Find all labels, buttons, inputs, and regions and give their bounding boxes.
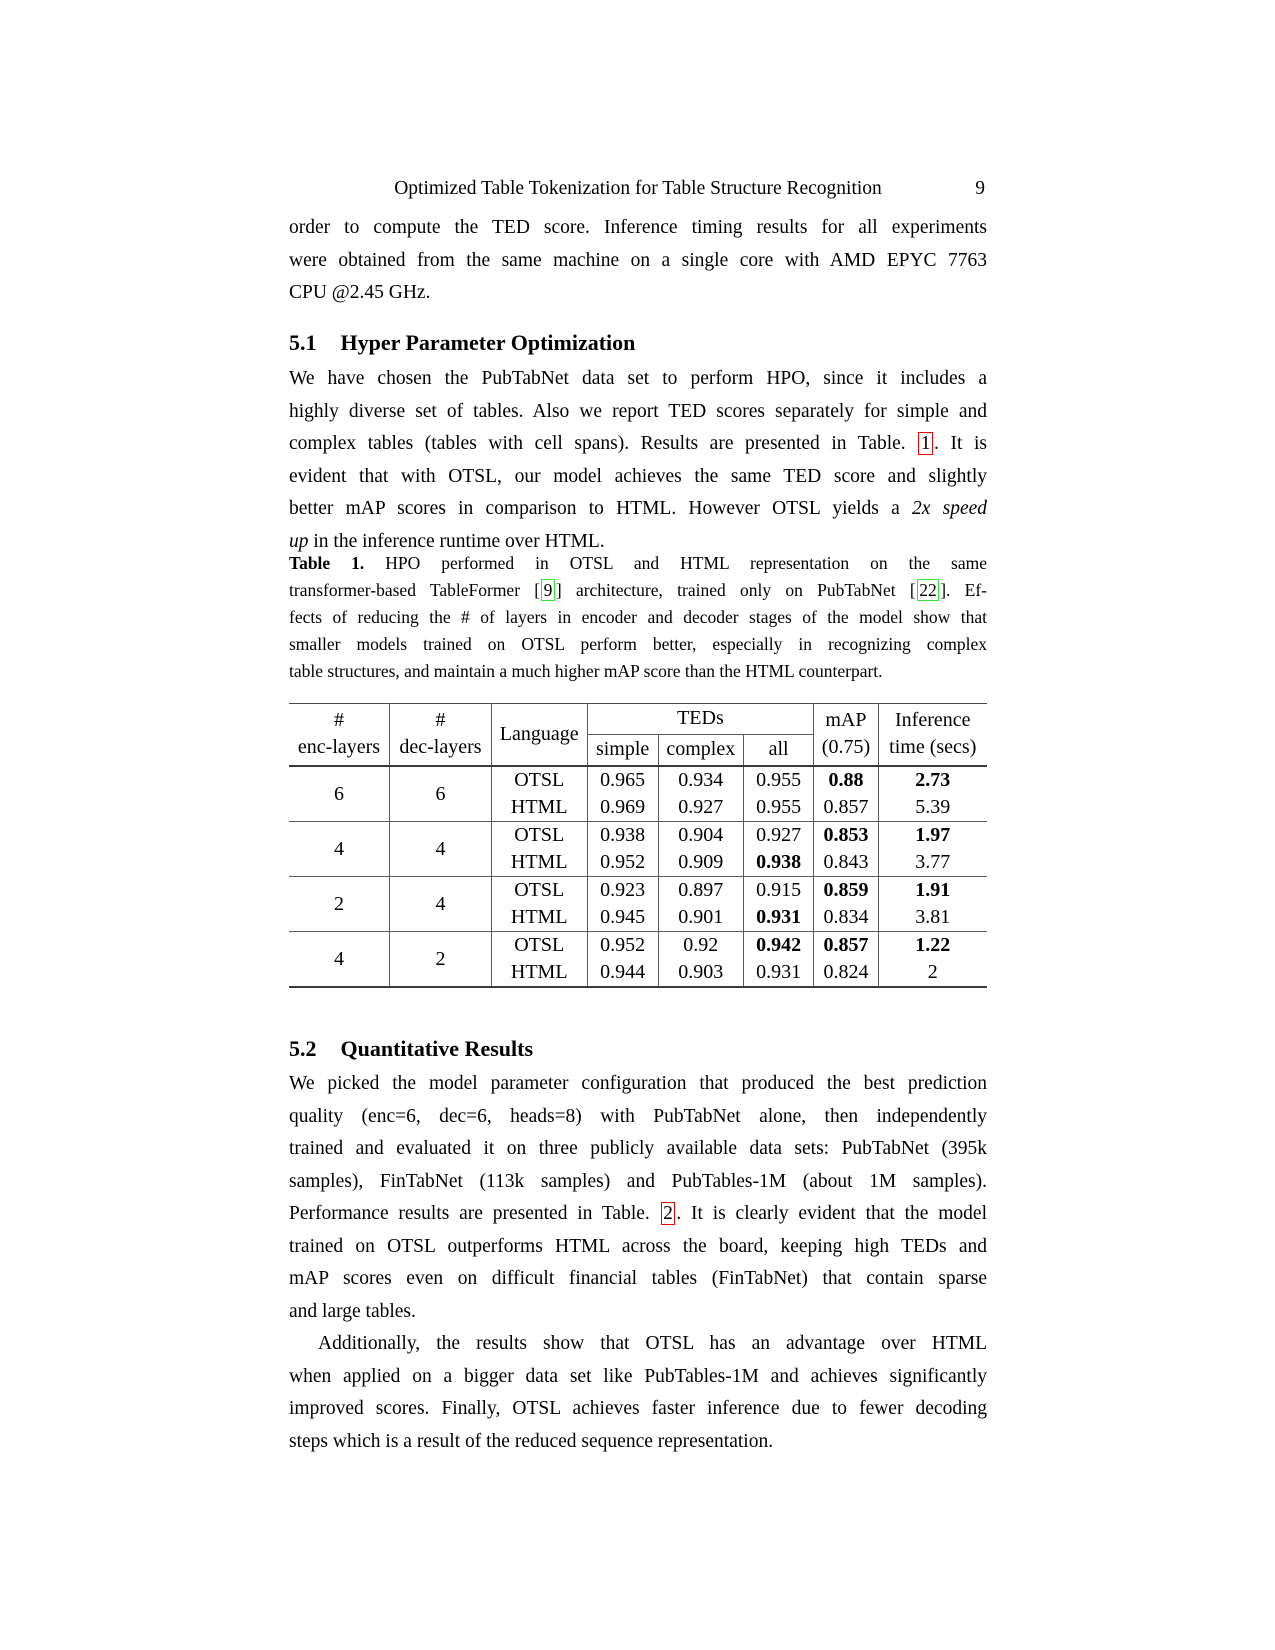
cell-value: 3.81 xyxy=(878,904,987,932)
text-line xyxy=(289,1426,987,1459)
text-line xyxy=(289,1328,987,1361)
text-line xyxy=(289,1068,987,1101)
cell-language: HTML xyxy=(491,904,587,932)
text-segment: Table 1. xyxy=(289,553,365,573)
text-line xyxy=(289,1133,987,1166)
cell-dec-layers: 6 xyxy=(390,766,492,822)
citation-link[interactable]: 9 xyxy=(541,579,555,601)
section-title: Hyper Parameter Optimization xyxy=(340,330,636,355)
text-segment: complex tables (tables with cell spans). Results are presented in Table. xyxy=(289,433,918,454)
cell-value: 0.909 xyxy=(658,849,743,877)
cell-value: 0.934 xyxy=(658,766,743,794)
text-segment: ] architecture, trained only on PubTabNet [ xyxy=(555,580,916,600)
cell-value: 0.859 xyxy=(814,877,878,905)
cell-value: 0.927 xyxy=(743,822,813,850)
col-header-language: Language xyxy=(491,704,587,767)
cell-value: 0.857 xyxy=(814,932,878,960)
text-line xyxy=(289,396,987,429)
cell-value: 0.897 xyxy=(658,877,743,905)
results-table xyxy=(289,703,987,988)
text-segment: order to compute the TED score. Inference timing results for all experiments xyxy=(289,217,987,238)
text-line xyxy=(289,1198,987,1231)
col-header-all: all xyxy=(743,735,813,767)
table-row xyxy=(289,877,987,905)
cell-enc-layers: 4 xyxy=(334,837,344,860)
cell-dec-layers: 4 xyxy=(390,877,492,932)
cell-language: HTML xyxy=(491,959,587,987)
text-line xyxy=(289,1393,987,1426)
cell-enc-layers: 4 xyxy=(334,947,344,970)
text-segment: when applied on a bigger data set like PubTables-1M and achieves significantly xyxy=(289,1365,987,1387)
cell-value: 0.969 xyxy=(587,794,658,822)
text-segment: up xyxy=(289,530,309,552)
text-line xyxy=(289,658,987,685)
text-line xyxy=(289,1101,987,1134)
col-header-dec-layers: # dec-layers xyxy=(390,704,492,767)
cell-value: 1.91 xyxy=(878,877,987,905)
col-header-simple: simple xyxy=(587,735,658,767)
cell-language: HTML xyxy=(491,849,587,877)
cell-value: 0.965 xyxy=(587,766,658,794)
table-ref-link[interactable]: 1 xyxy=(918,432,933,455)
paragraph-5-2-b xyxy=(289,1328,987,1458)
text-line xyxy=(289,604,987,631)
text-segment: . It is xyxy=(934,433,987,454)
running-head xyxy=(289,178,987,204)
col-header-inference: Inference time (secs) xyxy=(878,704,987,767)
table1-caption xyxy=(289,550,987,685)
cell-dec-layers: 2 xyxy=(390,932,492,988)
cell-value: 0.931 xyxy=(743,959,813,987)
text-segment: and large tables. xyxy=(289,1300,416,1322)
table-row xyxy=(289,822,987,850)
col-header-teds: TEDs xyxy=(587,704,814,735)
text-segment: samples), FinTabNet (113k samples) and PubTables-1M (about 1M samples). xyxy=(289,1170,987,1192)
section-heading-5-2 xyxy=(289,1036,987,1062)
cell-value: 0.927 xyxy=(658,794,743,822)
text-segment: Performance results are presented in Table. xyxy=(289,1203,660,1224)
cell-enc-layers: 6 xyxy=(334,782,344,805)
cell-value: 2.73 xyxy=(878,766,987,794)
text-segment: ]. Ef- xyxy=(940,580,987,600)
table-group xyxy=(289,932,987,988)
cell-value: 0.952 xyxy=(587,932,658,960)
cell-language: HTML xyxy=(491,794,587,822)
text-line xyxy=(289,1296,987,1329)
intro-paragraph xyxy=(289,212,987,310)
cell-value: 0.938 xyxy=(587,822,658,850)
table-ref-link[interactable]: 2 xyxy=(661,1202,676,1225)
cell-value: 0.952 xyxy=(587,849,658,877)
text-segment: mAP scores even on difficult financial tables (FinTabNet) that contain sparse xyxy=(289,1268,987,1289)
cell-value: 0.853 xyxy=(814,822,878,850)
cell-value: 0.904 xyxy=(658,822,743,850)
cell-value: 0.901 xyxy=(658,904,743,932)
cell-value: 0.923 xyxy=(587,877,658,905)
section-title: Quantitative Results xyxy=(340,1036,533,1061)
cell-value: 1.22 xyxy=(878,932,987,960)
page-number: 9 xyxy=(975,178,985,199)
text-segment: highly diverse set of tables. Also we report TED scores separately for simple and xyxy=(289,400,987,422)
cell-language: OTSL xyxy=(491,877,587,905)
text-line xyxy=(289,1166,987,1199)
text-segment: fects of reducing the # of layers in encoder and decoder stages of the model show that xyxy=(289,607,987,627)
text-line xyxy=(289,363,987,396)
table-row xyxy=(289,766,987,794)
text-segment: 2x speed xyxy=(911,498,987,519)
text-line xyxy=(289,1361,987,1394)
text-segment: CPU @2.45 GHz. xyxy=(289,282,431,303)
cell-value: 0.942 xyxy=(743,932,813,960)
text-segment: trained on OTSL outperforms HTML across the board, keeping high TEDs and xyxy=(289,1235,987,1257)
text-segment: We picked the model parameter configuration that produced the best prediction xyxy=(289,1073,987,1094)
text-segment: better mAP scores in comparison to HTML. However OTSL yields a xyxy=(289,498,912,519)
text-line xyxy=(289,550,987,577)
cell-value: 0.843 xyxy=(814,849,878,877)
cell-value: 0.931 xyxy=(743,904,813,932)
cell-language: OTSL xyxy=(491,932,587,960)
section-number: 5.1 xyxy=(289,330,317,355)
cell-value: 0.903 xyxy=(658,959,743,987)
cell-value: 0.834 xyxy=(814,904,878,932)
col-header-complex: complex xyxy=(658,735,743,767)
text-segment: steps which is a result of the reduced sequence representation. xyxy=(289,1430,774,1452)
cell-value: 0.915 xyxy=(743,877,813,905)
table-row xyxy=(289,932,987,960)
cell-value: 0.944 xyxy=(587,959,658,987)
text-line xyxy=(289,277,987,310)
text-segment: evident that with OTSL, our model achieves the same TED score and slightly xyxy=(289,465,987,487)
cell-value: 0.88 xyxy=(814,766,878,794)
text-segment: transformer-based TableFormer [ xyxy=(289,580,541,600)
cell-value: 5.39 xyxy=(878,794,987,822)
text-segment: . It is clearly evident that the model xyxy=(676,1203,987,1224)
cell-value: 0.857 xyxy=(814,794,878,822)
text-segment: trained and evaluated it on three publicly available data sets: PubTabNet (395k xyxy=(289,1138,987,1159)
cell-value: 0.938 xyxy=(743,849,813,877)
text-segment: table structures, and maintain a much higher mAP score than the HTML counterpart. xyxy=(289,661,883,681)
section-heading-5-1 xyxy=(289,330,987,356)
paragraph-5-2-a xyxy=(289,1068,987,1328)
text-segment: smaller models trained on OTSL perform better, especially in recognizing complex xyxy=(289,634,987,654)
cell-value: 0.955 xyxy=(743,794,813,822)
text-segment: quality (enc=6, dec=6, heads=8) with PubTabNet alone, then independently xyxy=(289,1105,987,1127)
text-segment: HPO performed in OTSL and HTML representation on the same xyxy=(364,553,987,573)
text-line xyxy=(289,461,987,494)
cell-value: 3.77 xyxy=(878,849,987,877)
table-group xyxy=(289,822,987,877)
table-group xyxy=(289,877,987,932)
text-line xyxy=(289,577,987,604)
text-segment: We have chosen the PubTabNet data set to perform HPO, since it includes a xyxy=(289,368,987,389)
cell-language: OTSL xyxy=(491,822,587,850)
citation-link[interactable]: 22 xyxy=(917,579,940,601)
cell-enc-layers: 2 xyxy=(334,892,344,915)
cell-value: 0.955 xyxy=(743,766,813,794)
text-segment: in the inference runtime over HTML. xyxy=(308,530,605,552)
cell-dec-layers: 4 xyxy=(390,822,492,877)
text-line xyxy=(289,245,987,278)
text-segment: improved scores. Finally, OTSL achieves faster inference due to fewer decoding xyxy=(289,1398,987,1419)
cell-value: 2 xyxy=(878,959,987,987)
cell-value: 0.92 xyxy=(658,932,743,960)
text-line xyxy=(289,493,987,526)
section-number: 5.2 xyxy=(289,1036,317,1061)
text-segment: Additionally, the results show that OTSL has an advantage over HTML xyxy=(318,1333,987,1354)
text-line xyxy=(289,1263,987,1296)
text-line xyxy=(289,1231,987,1264)
text-line xyxy=(289,631,987,658)
text-segment: were obtained from the same machine on a single core with AMD EPYC 7763 xyxy=(289,249,987,271)
col-header-enc-layers: # enc-layers xyxy=(297,709,381,758)
cell-value: 1.97 xyxy=(878,822,987,850)
table-header xyxy=(289,704,987,767)
text-line xyxy=(289,212,987,245)
col-header-map: mAP (0.75) xyxy=(814,704,878,767)
text-line xyxy=(289,428,987,461)
paragraph-5-1 xyxy=(289,363,987,558)
cell-value: 0.824 xyxy=(814,959,878,987)
cell-language: OTSL xyxy=(491,766,587,794)
cell-value: 0.945 xyxy=(587,904,658,932)
running-head-title: Optimized Table Tokenization for Table Structure Recognition xyxy=(394,178,882,199)
table-group xyxy=(289,766,987,822)
